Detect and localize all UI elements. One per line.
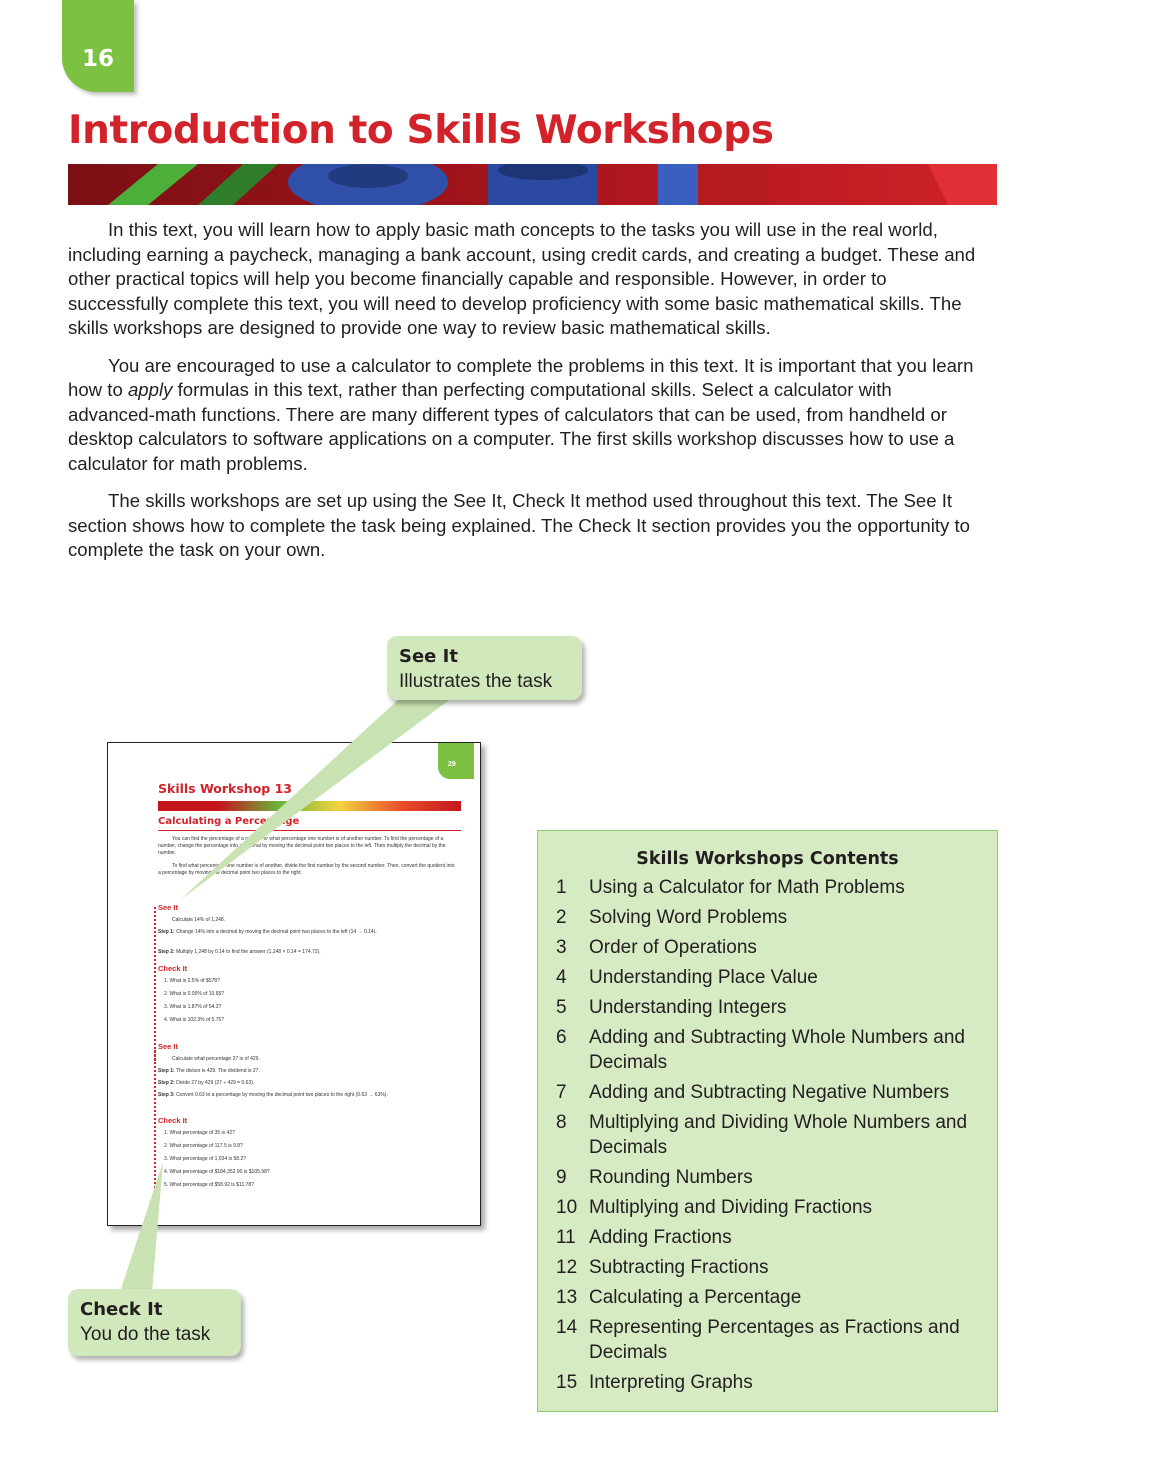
thumbnail-check-it-1-item: 4. What is 102.3% of 5.75? <box>164 1017 225 1023</box>
thumbnail-see-it-2-lead: Calculate what percentage 27 is of 429. <box>172 1056 260 1062</box>
thumbnail-title: Skills Workshop 13 <box>158 781 292 796</box>
contents-item-label: Using a Calculator for Math Problems <box>589 877 905 898</box>
thumbnail-check-it-1-item: 3. What is 1.87% of 54.3? <box>164 1004 222 1010</box>
step1-label: Step 1: <box>158 929 175 935</box>
see-it-pointer <box>180 698 452 900</box>
thumbnail-check-it-2-item: 2. What percentage of 117.5 is 9.8? <box>164 1143 243 1149</box>
contents-item-label: Understanding Integers <box>589 997 787 1018</box>
contents-item-number: 15 <box>556 1372 578 1393</box>
contents-item-number: 12 <box>556 1257 578 1278</box>
intro-paragraph-3: The skills workshops are set up using the See It, Check It method used throughout this text. The See It section shows how to complete the task being explained. The Check It section provides you the opportunity to complete the task on your own. <box>68 490 970 560</box>
thumbnail-check-it-1-item: 2. What is 0.05% of 10.65? <box>164 991 225 997</box>
contents-item-number: 8 <box>556 1112 567 1133</box>
contents-item-label: Multiplying and Dividing Fractions <box>589 1197 873 1218</box>
thumbnail-see-it-1-head: See It <box>158 903 179 912</box>
contents-title: Skills Workshops Contents <box>636 849 899 869</box>
thumbnail-check-it-1-head: Check It <box>158 964 188 973</box>
contents-item-label: Understanding Place Value <box>589 967 818 988</box>
contents-item-number: 7 <box>556 1082 567 1103</box>
contents-item-number: 13 <box>556 1287 578 1308</box>
intro-paragraph-2-part-1: You are encouraged to use a calculator to complete the problems in this text. It is important that you learn how to <box>68 354 974 400</box>
contents-item-number: 2 <box>556 907 567 928</box>
step2-text: Multiply 1,248 by 0.14 to find the answer (1,248 × 0.14 = 174.72). <box>176 949 321 955</box>
see-it-callout <box>387 636 582 700</box>
contents-item-number: 4 <box>556 967 567 988</box>
thumbnail-see-it-2-head: See It <box>158 1042 179 1051</box>
intro-paragraph-1: In this text, you will learn how to apply basic math concepts to the tasks you will use in the real world, including earning a paycheck, managing a bank account, using credit cards, and creating a budget. These and other practical topics will help you become financially capable and responsible. However, in order to successfully complete this text, you will need to develop proficiency with some basic mathematical skills. The skills workshops are designed to provide one way to review basic mathematical skills. <box>68 219 976 338</box>
thumbnail-subtitle: Calculating a Percentage <box>158 816 300 827</box>
thumbnail-see-it-1-lead: Calculate 14% of 1,248. <box>172 917 226 923</box>
thumbnail-paragraph-2: To find what percentage one number is of another, divide the first number by the second number. Then, convert the quotient into a percentage by moving the decimal point two places to the right. <box>158 863 455 876</box>
check-it-callout-text: You do the task <box>80 1324 211 1345</box>
contents-item-number: 6 <box>556 1027 567 1048</box>
contents-item-label: Order of Operations <box>589 937 757 958</box>
check-it-pointer <box>120 1162 163 1292</box>
step1-text: Change 14% into a decimal by moving the decimal point two places to the left (14 → 0.14). <box>176 929 377 935</box>
contents-item-label: Adding Fractions <box>589 1227 732 1248</box>
contents-item-number: 9 <box>556 1167 567 1188</box>
page-title: Introduction to Skills Workshops <box>68 108 774 153</box>
step3-label: Step 3: <box>158 1092 175 1098</box>
check-it-callout-title: Check It <box>80 1299 163 1320</box>
contents-item-label: Adding and Subtracting Whole Numbers and Decimals <box>589 1027 966 1073</box>
thumbnail-check-it-1-item: 1. What is 2.5% of $578? <box>164 978 220 984</box>
contents-item-label: Multiplying and Dividing Whole Numbers and Decimals <box>589 1112 968 1158</box>
thumbnail-page-number: 29 <box>448 761 456 768</box>
see-it-callout-text: Illustrates the task <box>399 671 553 692</box>
step2-label: Step 2: <box>158 1080 175 1086</box>
contents-item-label: Calculating a Percentage <box>589 1287 802 1308</box>
thumbnail-check-it-2-item: 1. What percentage of 35 is 42? <box>164 1130 235 1136</box>
step2-text: Divide 27 by 429 (27 ÷ 429 = 0.63). <box>176 1080 255 1086</box>
see-it-callout-title: See It <box>399 646 458 667</box>
contents-item-number: 10 <box>556 1197 578 1218</box>
contents-item-label: Solving Word Problems <box>589 907 788 928</box>
contents-item-number: 14 <box>556 1317 578 1338</box>
step2-label: Step 2: <box>158 949 175 955</box>
contents-item-label: Adding and Subtracting Negative Numbers <box>589 1082 950 1103</box>
apply-emphasis: apply <box>127 379 173 400</box>
step3-text: Convert 0.63 to a percentage by moving the decimal point two places to the right (0.63 → 63%). <box>176 1092 388 1098</box>
page-number: 16 <box>82 46 115 72</box>
thumbnail-check-it-2-item: 5. What percentage of $58.92 is $11.78? <box>164 1182 254 1188</box>
step1-text: The divisor is 429. The dividend is 27. <box>175 1068 260 1074</box>
contents-item-number: 5 <box>556 997 567 1018</box>
contents-item-label: Rounding Numbers <box>589 1167 753 1188</box>
thumbnail-check-it-2-item: 3. What percentage of 1,034 is 58.2? <box>164 1156 246 1162</box>
contents-item-number: 1 <box>556 877 567 898</box>
contents-item-number: 3 <box>556 937 567 958</box>
step1-label: Step 1: <box>158 1068 175 1074</box>
contents-item-number: 11 <box>556 1227 576 1248</box>
thumbnail-paragraph-1: You can find the percentage of a number or what percentage one number is of another number. To find the percentage of a number, change the percentage into a decimal by moving the decimal point two places to the left. Then multiply the decimal by the number. <box>158 836 446 856</box>
contents-item-label: Representing Percentages as Fractions and Decimals <box>589 1317 960 1363</box>
check-it-callout <box>68 1289 241 1356</box>
contents-item-label: Subtracting Fractions <box>589 1257 769 1278</box>
contents-item-label: Interpreting Graphs <box>589 1372 753 1393</box>
thumbnail-check-it-2-head: Check It <box>158 1116 188 1125</box>
thumbnail-check-it-2-item: 4. What percentage of $184,352.90 is $105.98? <box>164 1169 270 1175</box>
intro-paragraph-2-part-2: formulas in this text, rather than perfecting computational skills. Select a calculator with advanced-math functions. There are many different types of calculators that can be used, from handheld or desktop calculators to software applications on a computer. The first skills workshop discusses how to use a calculator for math problems. <box>68 379 955 474</box>
